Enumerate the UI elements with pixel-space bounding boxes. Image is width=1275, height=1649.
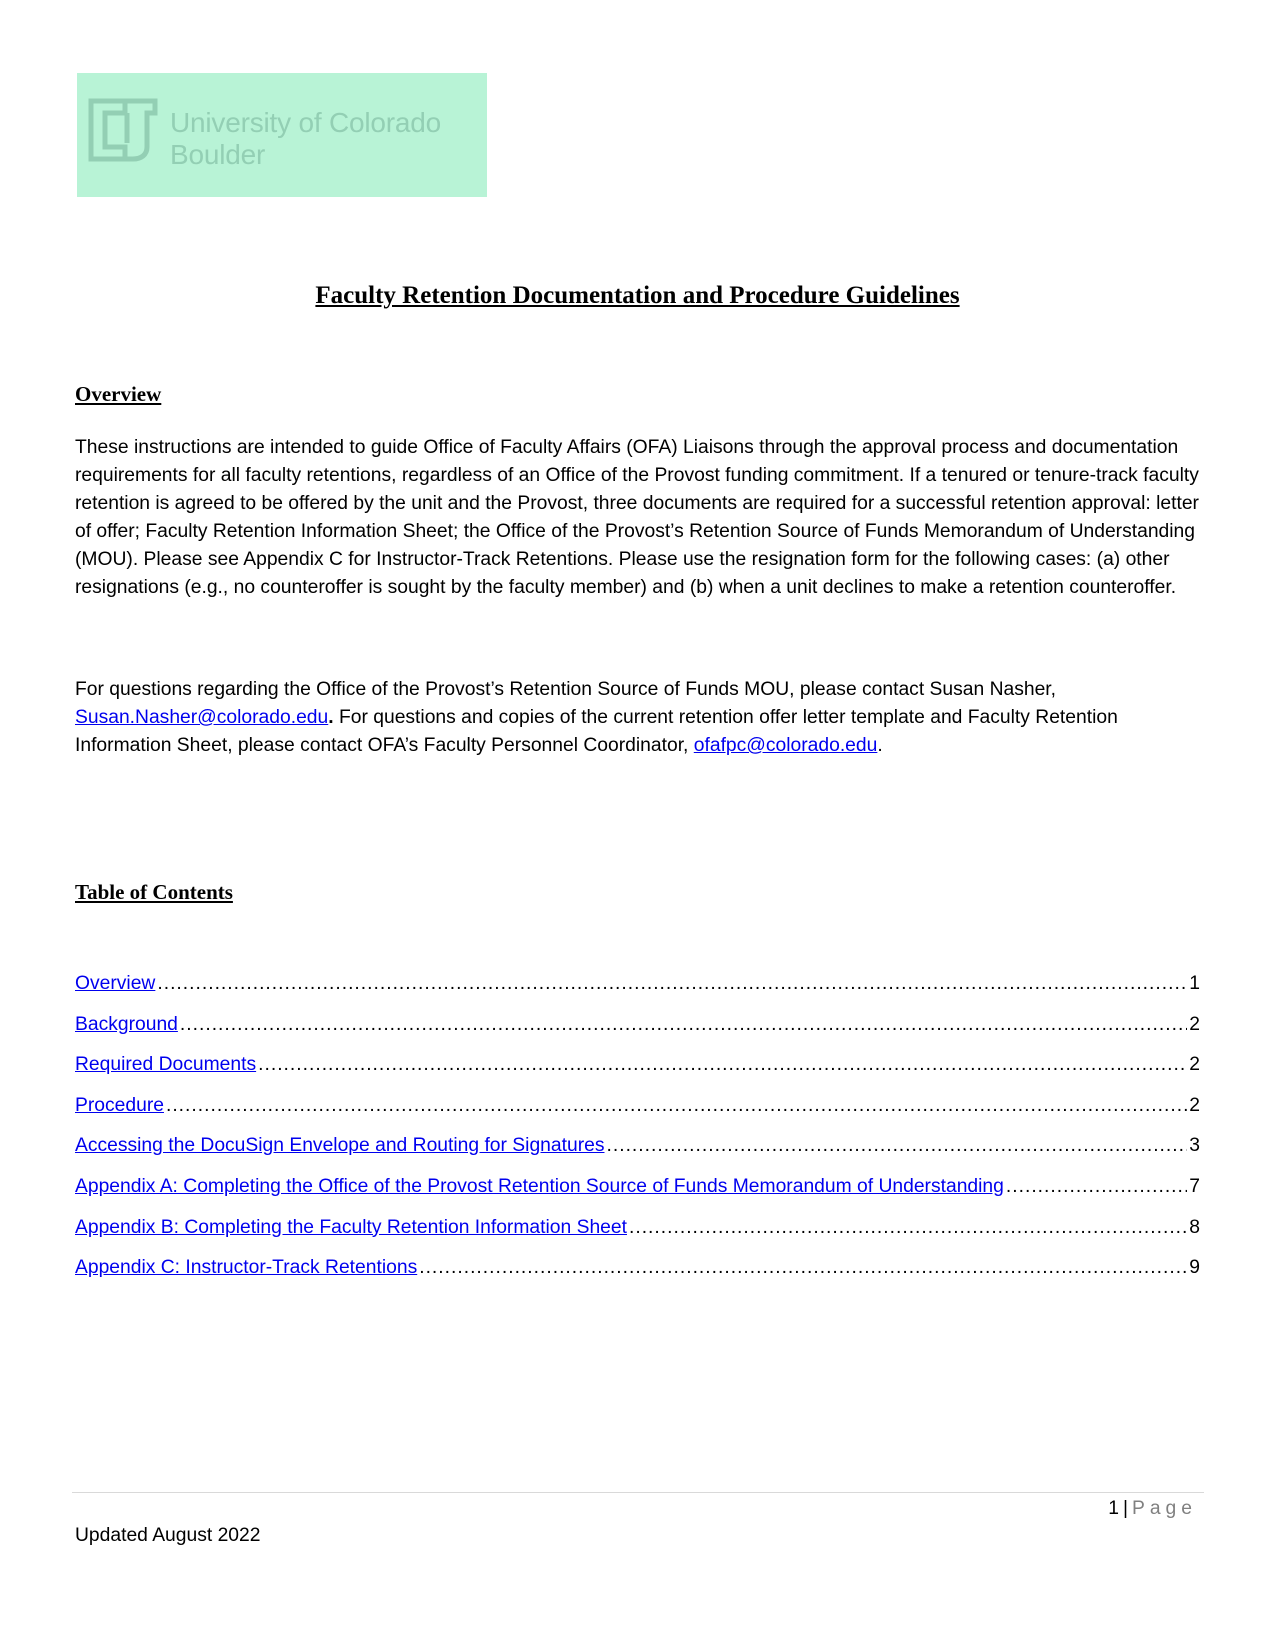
toc-link-appendix-b[interactable]: Appendix B: Completing the Faculty Retention Information Sheet: [75, 1216, 627, 1238]
susan-nasher-email-link[interactable]: Susan.Nasher@colorado.edu: [75, 707, 329, 728]
toc-entry-overview: [75, 973, 1200, 1014]
page-indicator: [1108, 1498, 1197, 1520]
toc-link-overview[interactable]: Overview: [75, 973, 156, 994]
toc-entry-appendix-a: [75, 1176, 1200, 1217]
updated-date: Updated August 2022: [75, 1525, 261, 1546]
toc-heading: Table of Contents: [75, 880, 233, 904]
toc-link-background[interactable]: Background: [75, 1013, 178, 1035]
toc-leader: [629, 1217, 1187, 1239]
toc-link-required-documents[interactable]: Required Documents: [75, 1054, 257, 1076]
toc-leader: [180, 1014, 1187, 1036]
toc-leader: [1006, 1176, 1187, 1198]
toc-entry-docusign: [75, 1135, 1200, 1176]
university-logo: [77, 73, 487, 197]
toc-entry-required-documents: [75, 1054, 1200, 1095]
page-separator: |: [1122, 1498, 1128, 1519]
paragraph-2-text-b: For questions and copies of the current retention offer letter template and Faculty Retention Information Sheet, please contact OFA’s Faculty Personnel Coordinator,: [75, 707, 1118, 756]
logo-line-1: University of Colorado: [170, 107, 442, 138]
overview-heading: Overview: [75, 382, 162, 406]
toc-entry-background: [75, 1014, 1200, 1055]
toc-leader: [258, 1054, 1187, 1076]
cu-logo-icon: [85, 93, 161, 167]
toc-link-procedure[interactable]: Procedure: [75, 1094, 164, 1116]
toc-page-number: 1: [1189, 973, 1200, 994]
toc-page-number: 9: [1189, 1257, 1200, 1279]
ofafpc-email-link[interactable]: ofafpc@colorado.edu: [693, 735, 878, 756]
page-number: 1: [1108, 1498, 1119, 1519]
toc-leader: [419, 1257, 1187, 1279]
toc-entry-appendix-c: [75, 1257, 1200, 1298]
toc-link-appendix-c[interactable]: Appendix C: Instructor-Track Retentions: [75, 1257, 418, 1279]
logo-line-2: Boulder: [170, 139, 266, 170]
overview-paragraph-2: [75, 676, 1210, 760]
toc-page-number: 2: [1189, 1054, 1200, 1076]
footer-divider: [72, 1492, 1204, 1493]
paragraph-2-text-a: For questions regarding the Office of the Provost’s Retention Source of Funds MOU, please contact Susan Nasher,: [75, 679, 1057, 700]
toc-leader: [607, 1135, 1188, 1157]
toc-leader: [166, 1095, 1187, 1117]
toc-page-number: 8: [1189, 1216, 1200, 1238]
toc-page-number: 7: [1189, 1175, 1200, 1197]
toc-link-docusign[interactable]: Accessing the DocuSign Envelope and Routing for Signatures: [75, 1135, 605, 1157]
logo-text: [170, 107, 441, 171]
overview-paragraph-1: These instructions are intended to guide Office of Faculty Affairs (OFA) Liaisons through the approval process and documentation requirements for all faculty retentions, regardless of an Office of the Provost funding commitment. If a tenured or tenure-track faculty retention is agreed to be offered by the unit and the Provost, three documents are required for a successful retention approval: letter of offer; Faculty Retention Information Sheet; the Office of the Provost’s Retention Source of Funds Memorandum of Understanding (MOU). Please see Appendix C for Instructor-Track Retentions. Please use the resignation form for the following cases: (a) other resignations (e.g., no counteroffer is sought by the faculty member) and (b) when a unit declines to make a retention counteroffer.: [75, 437, 1199, 598]
toc-page-number: 2: [1189, 1013, 1200, 1035]
page-word: Page: [1131, 1498, 1197, 1519]
toc-link-appendix-a[interactable]: Appendix A: Completing the Office of the Provost Retention Source of Funds Memorandum of Understanding: [75, 1175, 1004, 1197]
toc-entry-procedure: [75, 1095, 1200, 1136]
table-of-contents: [75, 973, 1200, 1298]
paragraph-2-period: .: [328, 707, 334, 728]
toc-entry-appendix-b: [75, 1217, 1200, 1258]
toc-leader: [157, 973, 1187, 995]
toc-page-number: 2: [1189, 1094, 1200, 1116]
paragraph-2-end: .: [877, 735, 883, 756]
toc-page-number: 3: [1189, 1135, 1200, 1157]
document-title: Faculty Retention Documentation and Procedure Guidelines: [315, 282, 960, 309]
